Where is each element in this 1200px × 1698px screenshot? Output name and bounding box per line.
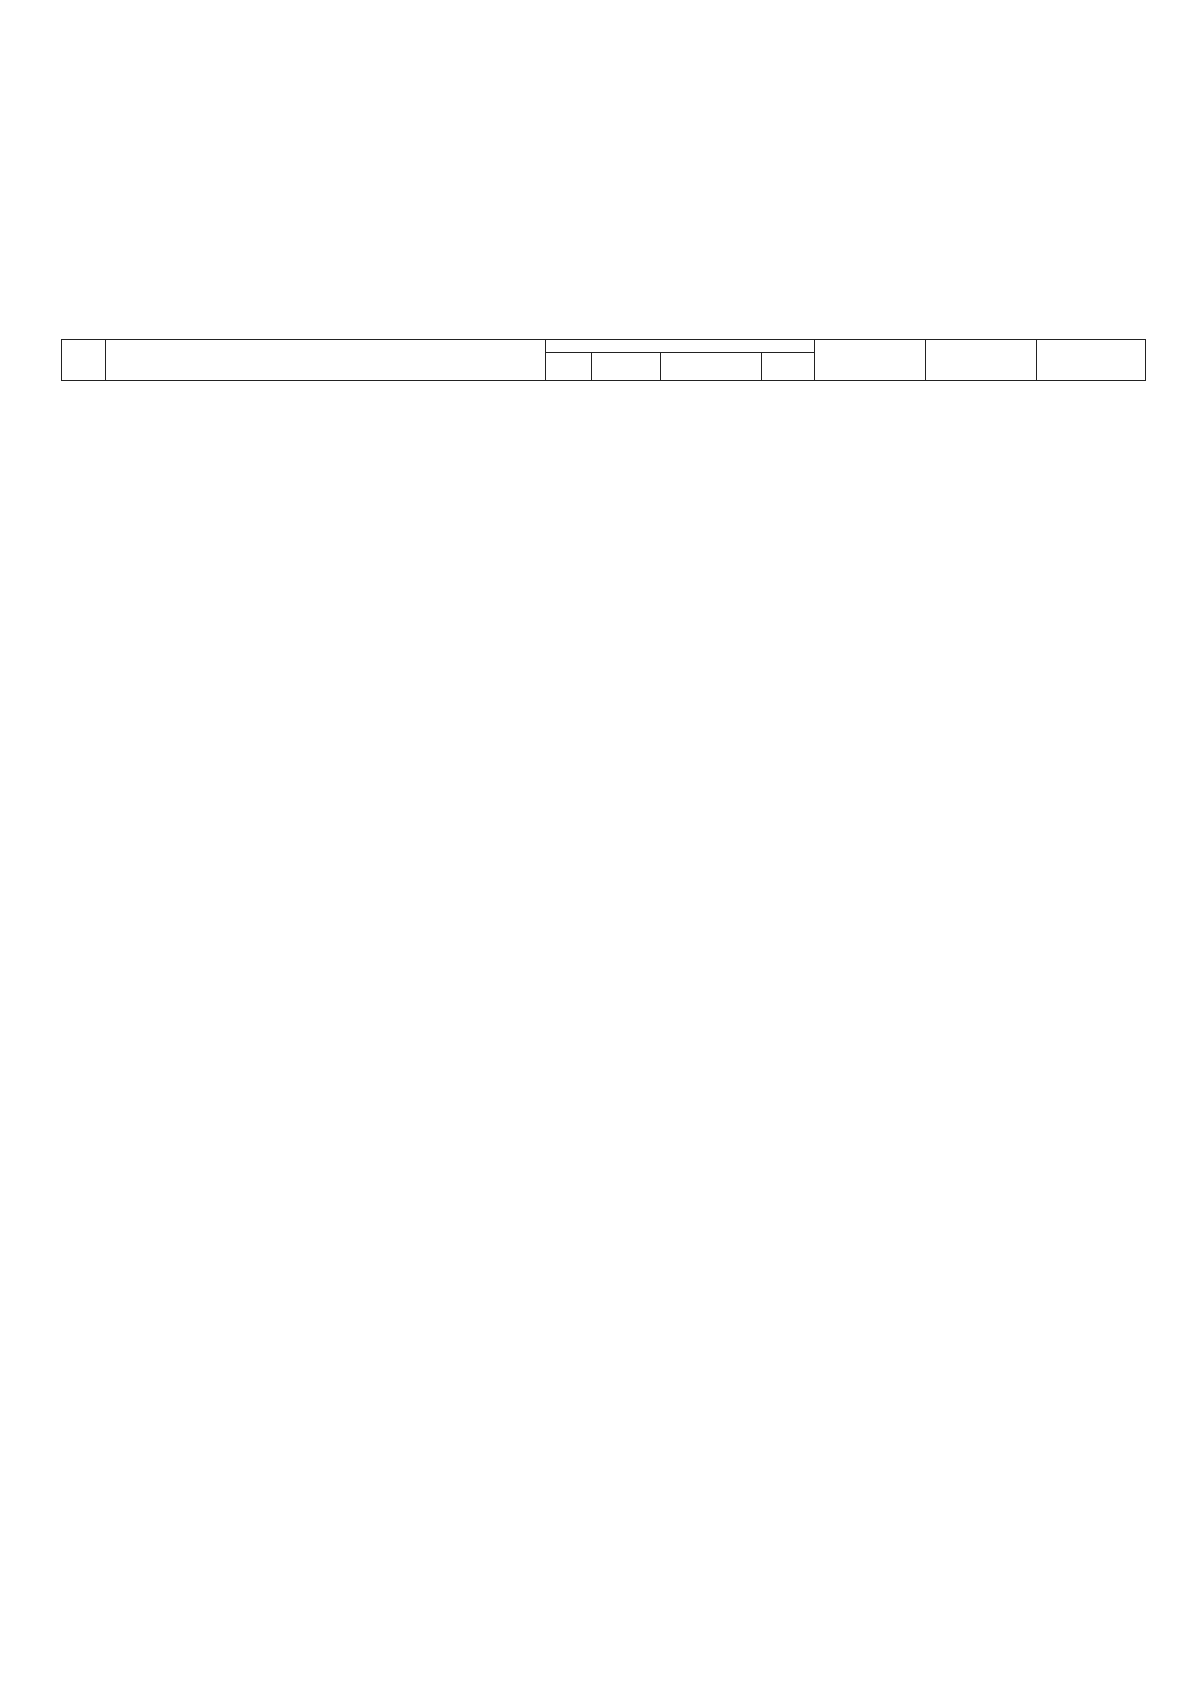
col-vid-header [761,353,814,381]
col-name-header [106,340,546,381]
col-grbs-header [546,353,592,381]
col-2025-header [814,340,925,381]
col-razdel-header [592,353,660,381]
codes-header [546,340,814,353]
allocation-table [61,339,1146,381]
col-celevaya-header [660,353,761,381]
col-number-header [62,340,106,381]
col-2027-header [1036,340,1145,381]
appendix-header [786,62,1146,92]
col-2026-header [925,340,1036,381]
